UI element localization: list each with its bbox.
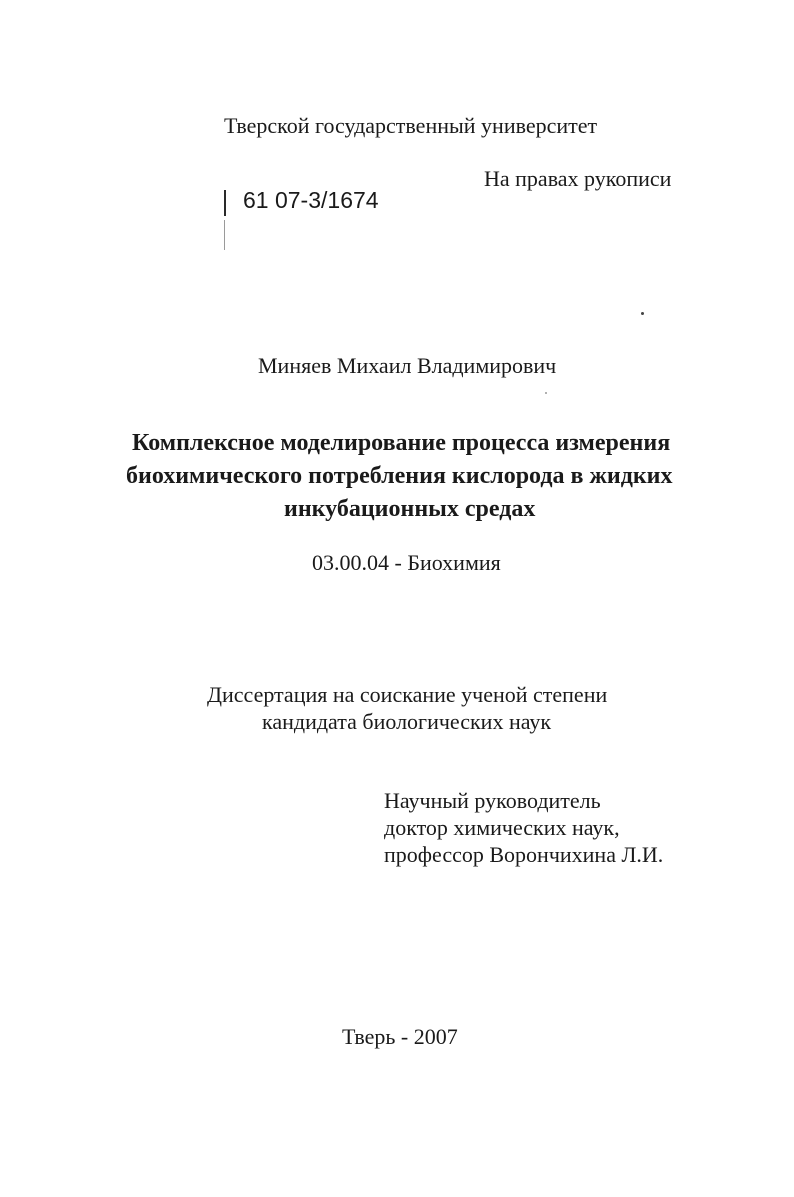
degree-line: кандидата биологических наук	[262, 709, 552, 734]
stamp-bar	[224, 190, 226, 216]
title-line: биохимического потребления кислорода в жидких	[126, 463, 673, 489]
supervisor-line: доктор химических наук,	[384, 815, 620, 840]
supervisor-line: Научный руководитель	[384, 788, 601, 813]
specialty-code: 03.00.04 - Биохимия	[312, 550, 501, 575]
title-line: Комплексное моделирование процесса измерения	[132, 430, 671, 456]
author-name: Миняев Михаил Владимирович	[258, 353, 557, 378]
supervisor-line: профессор Ворончихина Л.И.	[384, 842, 664, 867]
stamp-bar-faint	[224, 220, 225, 250]
title-line: инкубационных средах	[284, 496, 536, 522]
scan-speck	[641, 312, 644, 315]
manuscript-note: На правах рукописи	[484, 166, 672, 191]
city-year: Тверь - 2007	[342, 1024, 458, 1049]
library-stamp: 61 07-3/1674	[243, 187, 379, 213]
university-name: Тверской государственный университет	[224, 113, 598, 138]
degree-line: Диссертация на соискание ученой степени	[207, 682, 608, 707]
scan-speck	[545, 392, 547, 394]
